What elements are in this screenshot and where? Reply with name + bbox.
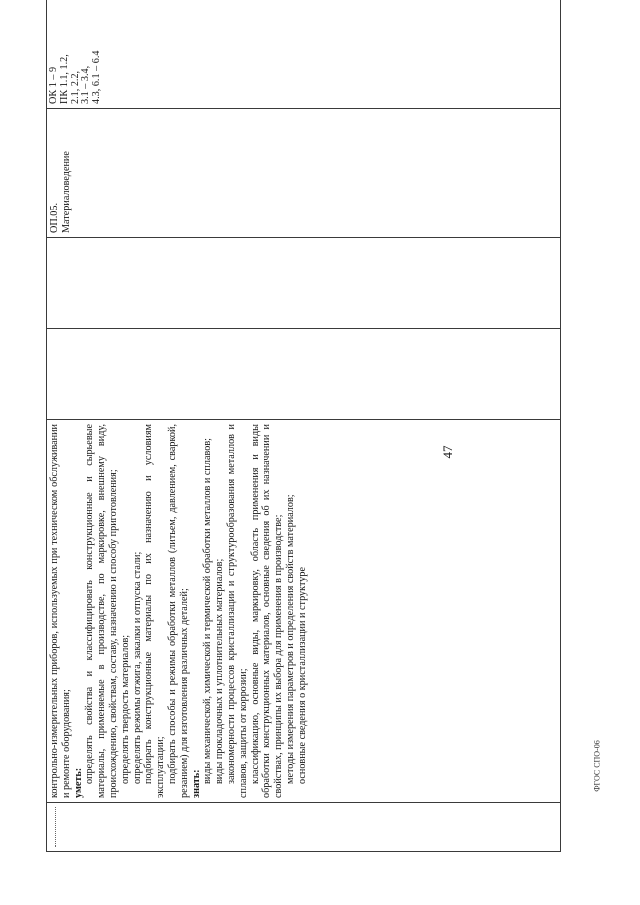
- knowledge-item: закономерности процессов кристаллизации и структурообразования металлов и сплавов, защиты от коррозии;: [225, 424, 249, 798]
- knowledge-heading: знать:: [190, 769, 202, 798]
- knowledge-item: классификацию, основные виды, маркировку, область применения и виды обработки конструкционных материалов, основные сведения об их назначении и свойствах, принципы их выбора для применения в производстве;: [249, 424, 285, 798]
- skill-item: подбирать конструкционные материалы по их назначению и условиям эксплуатации;: [143, 424, 167, 798]
- competency-line: ОК 1 – 9: [48, 66, 59, 104]
- knowledge-item: методы измерения параметров и определения свойств материалов;: [284, 494, 296, 784]
- skill-item: определять свойства и классифицировать конструкционные и сырьевые материалы, применяемые в производстве, по маркировке, внешнему виду, происхождению, свойствам, составу, назначению и способу приготовления;: [84, 424, 119, 798]
- dotted-cell: [47, 803, 561, 852]
- dotted-leader: [55, 807, 56, 847]
- rotated-table-wrapper: [46, 32, 561, 852]
- knowledge-item: основные сведения о кристаллизации и структуре: [296, 567, 308, 784]
- discipline-code: ОП.05.: [49, 203, 60, 233]
- empty-cell: [47, 238, 561, 329]
- skill-item: определять режимы отжига, закалки и отпуска стали;: [131, 551, 143, 784]
- table-row: [47, 0, 561, 852]
- skills-heading: уметь:: [72, 767, 84, 798]
- competencies-cell: [47, 0, 561, 109]
- page-number: 47: [440, 445, 455, 459]
- empty-cell: [47, 329, 561, 420]
- skill-item: подбирать способы и режимы обработки металлов (литьем, давлением, сваркой, резанием) для изготовления различных деталей;: [166, 424, 190, 798]
- requirements-cell: [47, 420, 561, 803]
- curriculum-table: [46, 0, 561, 852]
- discipline-cell: [47, 109, 561, 238]
- competency-line: 2.1, 2.2,: [69, 70, 81, 104]
- knowledge-item: виды механической, химической и термической обработки металлов и сплавов;: [202, 438, 214, 784]
- competency-line: ПК 1.1, 1.2,: [58, 54, 70, 104]
- intro-text: контрольно-измерительных приборов, используемых при техническом обслуживании и ремонте оборудования;: [49, 424, 72, 798]
- competency-line: 4.3, 6.1 – 6.4: [91, 50, 103, 104]
- competency-line: 3.1 – 3.4,: [80, 65, 92, 104]
- skill-item: определять твердость материалов;: [119, 634, 131, 784]
- knowledge-item: виды прокладочных и уплотнительных материалов;: [214, 558, 226, 784]
- footer-code: ФГОС СПО-06: [592, 740, 602, 792]
- discipline-name: Материаловедение: [60, 151, 72, 233]
